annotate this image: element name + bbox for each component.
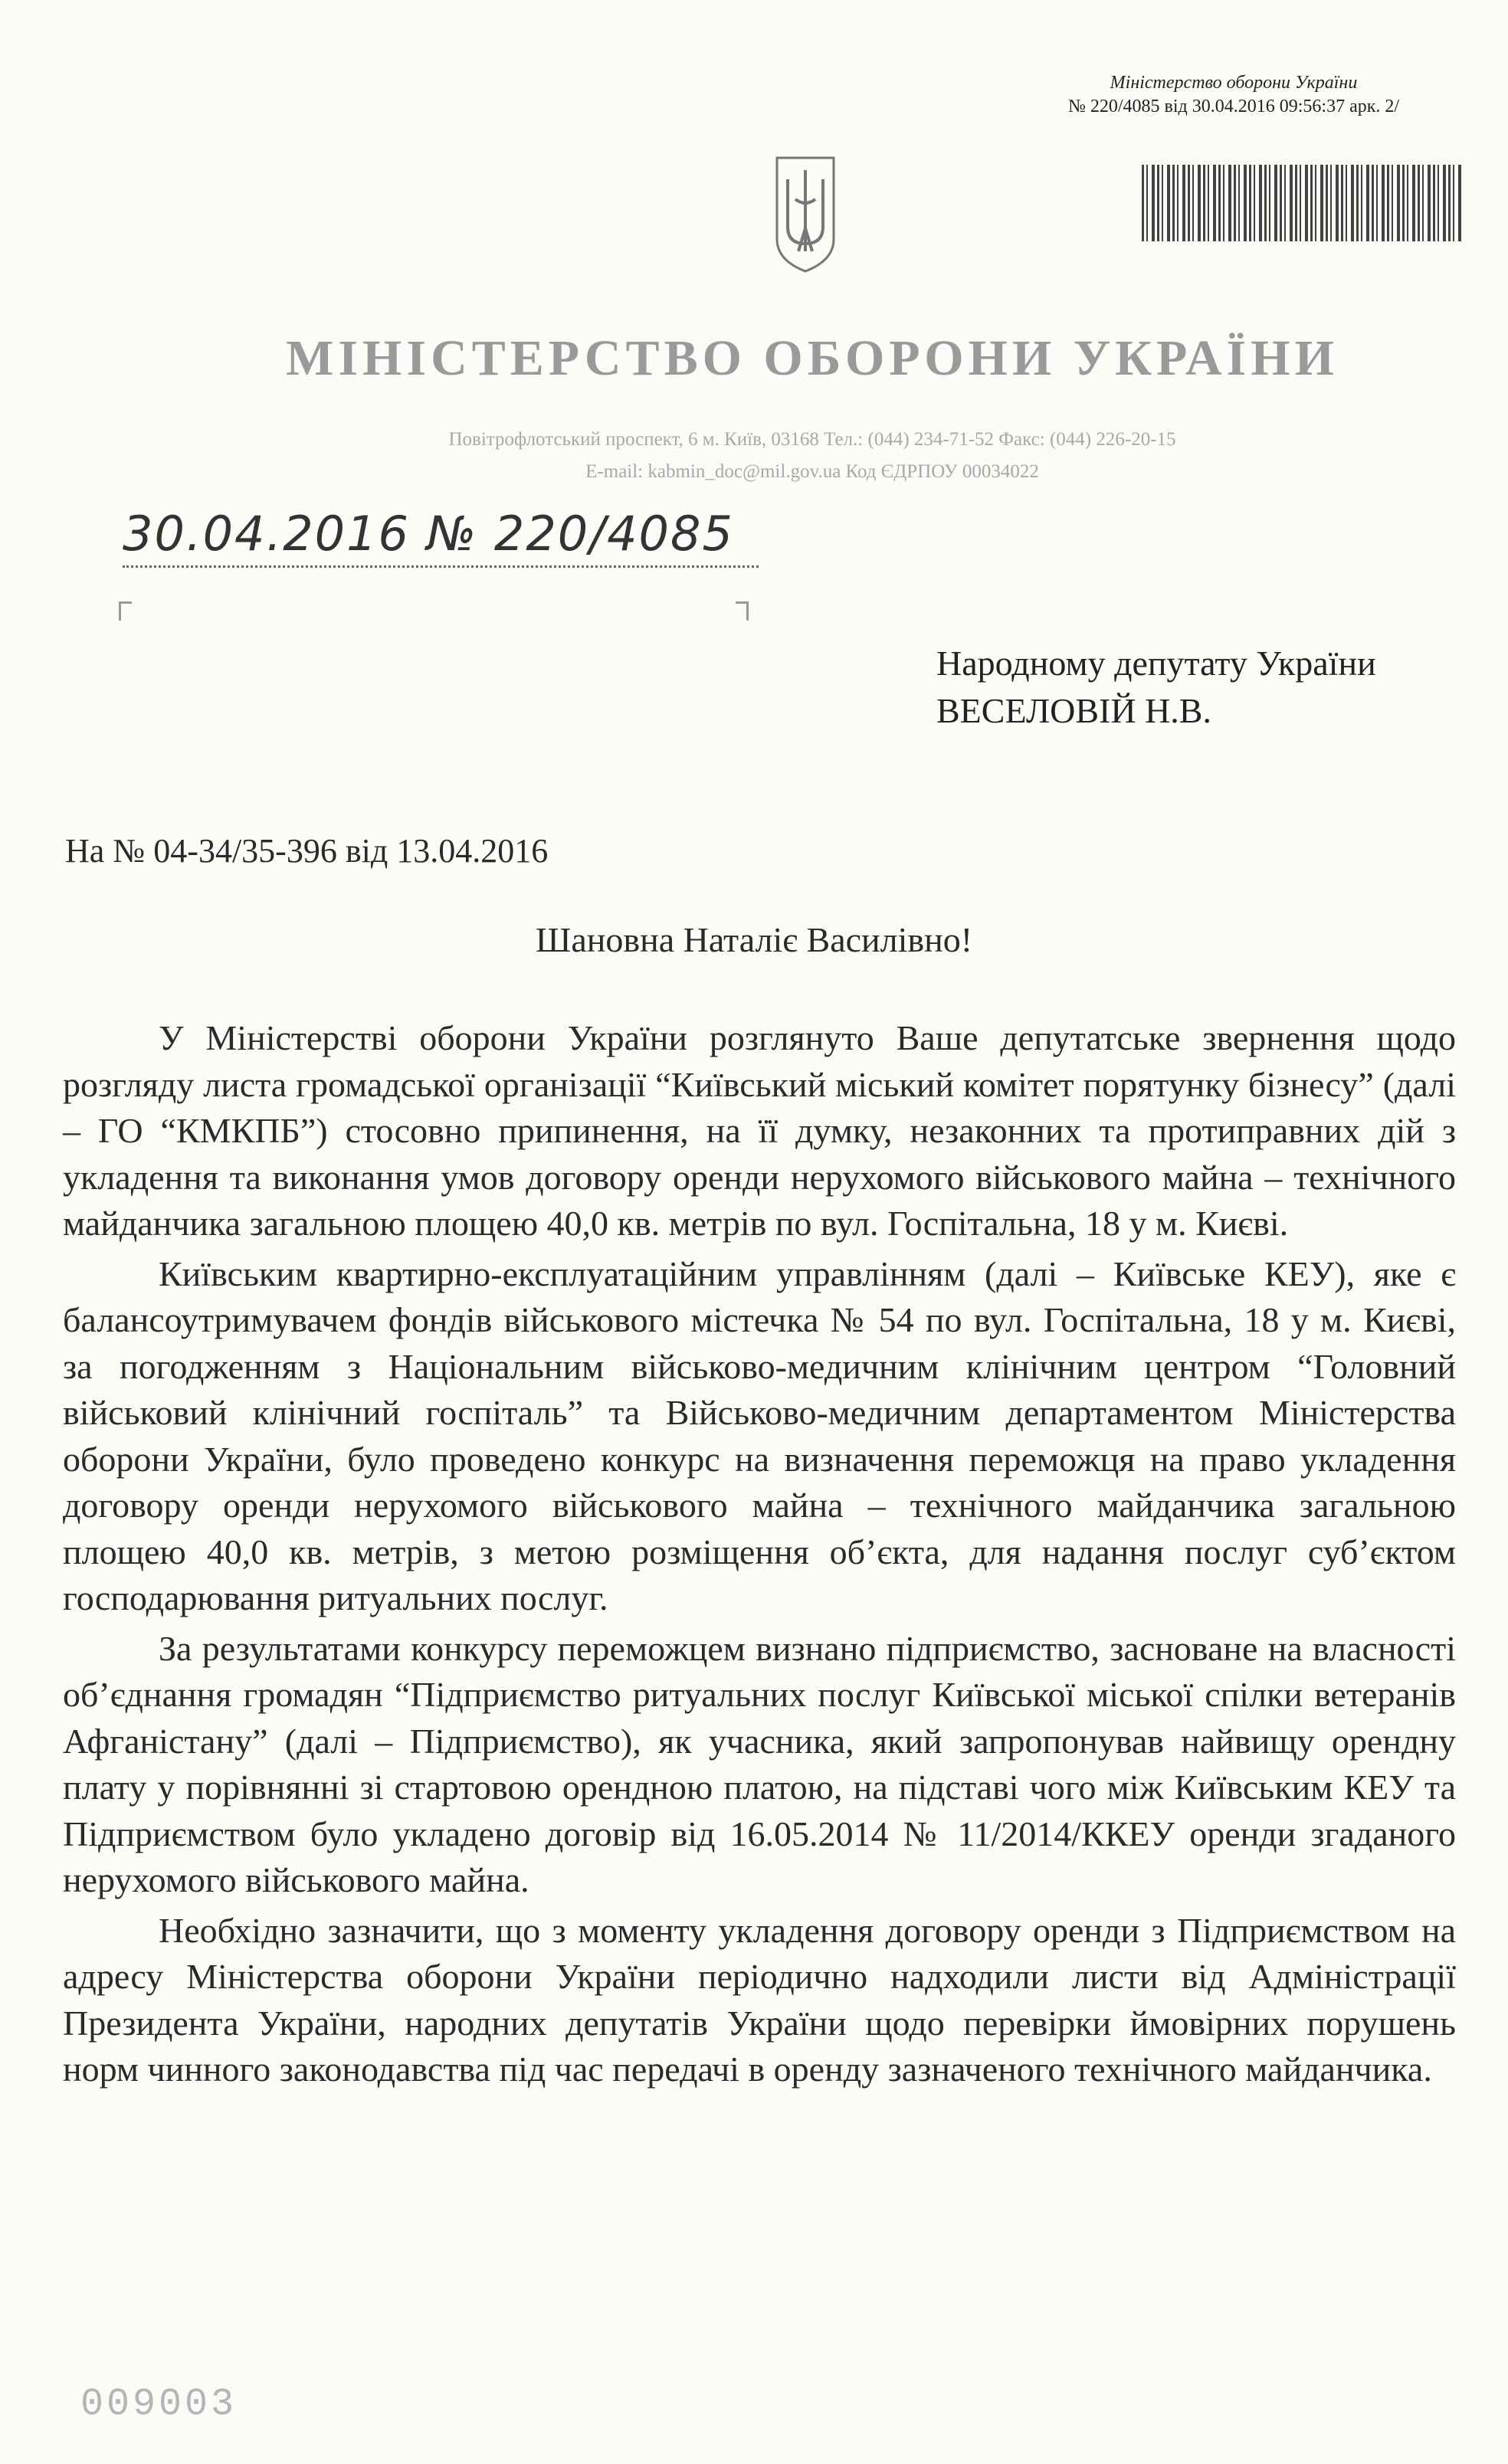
paragraph: Необхідно зазначити, що з моменту укладення договору оренди з Підприємством на адресу Міністерства оборони України періодично надходили листи від Адміністрації Президента України, народних депутатів України щодо перевірки ймовірних порушень норм чинного законодавства під час передачі в оренду зазначеного технічного майданчика.	[63, 1910, 1456, 2089]
paragraph: У Міністерстві оборони України розглянуто Ваше депутатське звернення щодо розгляду листа громадської організації “Київський міський комітет порятунку бізнесу” (далі – ГО “КМКПБ”) стосовно припинення, на її думку, незаконних та протиправних дій з укладення та виконання умов договору оренди нерухомого військового майна – технічного майданчика загальною площею 40,0 кв. метрів по вул. Госпітальна, 18 у м. Києві.	[63, 1018, 1456, 1243]
paragraph: Київським квартирно-експлуатаційним управлінням (далі – Київське КЕУ), яке є балансоутримувачем фондів військового містечка № 54 по вул. Госпітальна, 18 у м. Києві, за погодженням з Національним військово-медичним клінічним центром “Головний військовий клінічний госпіталь” та Військово-медичним департаментом Міністерства оборони України, було проведено конкурс на визначення переможця на право укладення договору оренди нерухомого військового майна – технічного майданчика загальною площею 40,0 кв. метрів, з метою розміщення об’єкта, для надання послуг суб’єктом господарювання ритуальних послуг.	[63, 1253, 1456, 1617]
salutation: Шановна Наталіє Василівно!	[535, 920, 973, 959]
letterhead-title: МІНІСТЕРСТВО ОБОРОНИ УКРАЇНИ	[286, 330, 1339, 386]
stamp-ministry: Міністерство оборони України	[1110, 73, 1358, 93]
handwritten-registration: 30.04.2016 № 220/4085	[123, 506, 734, 562]
registration-line	[123, 565, 759, 568]
letterhead-address: Повітрофлотський проспект, 6 м. Київ, 03168 Тел.: (044) 234-71-52 Факс: (044) 226-20-15	[448, 429, 1176, 450]
letterhead-email: E-mail: kabmin_doc@mil.gov.ua Код ЄДРПОУ 00034022	[585, 461, 1039, 482]
corner-mark-left	[119, 601, 132, 621]
paragraph: За результатами конкурсу переможцем визнано підприємство, засноване на власності об’єднання громадян “Підприємство ритуальних послуг Київської міської спілки ветеранів Афганістану” (далі – Підприємство), як учасника, який запропонував найвищу орендну плату у порівнянні зі стартовою орендною платою, на підставі чого між Київським КЕУ та Підприємством було укладено договір від 16.05.2014 № 11/2014/ККЕУ оренди згаданого нерухомого військового майна.	[63, 1628, 1456, 1899]
stamp-reg-number: № 220/4085 від 30.04.2016 09:56:37 арк. 2/	[1067, 97, 1400, 116]
addressee-name: ВЕСЕЛОВІЙ Н.В.	[936, 691, 1211, 730]
coat-of-arms-icon	[772, 153, 838, 276]
barcode	[1142, 165, 1464, 241]
corner-mark-right	[736, 601, 749, 621]
footer-doc-code: 009003	[80, 2383, 238, 2426]
addressee-block	[936, 640, 1376, 735]
addressee-title: Народному депутату України	[936, 644, 1376, 683]
letter-body	[63, 1015, 1456, 2097]
registration-stamp	[988, 73, 1479, 117]
reference-number: На № 04-34/35-396 від 13.04.2016	[65, 832, 549, 870]
